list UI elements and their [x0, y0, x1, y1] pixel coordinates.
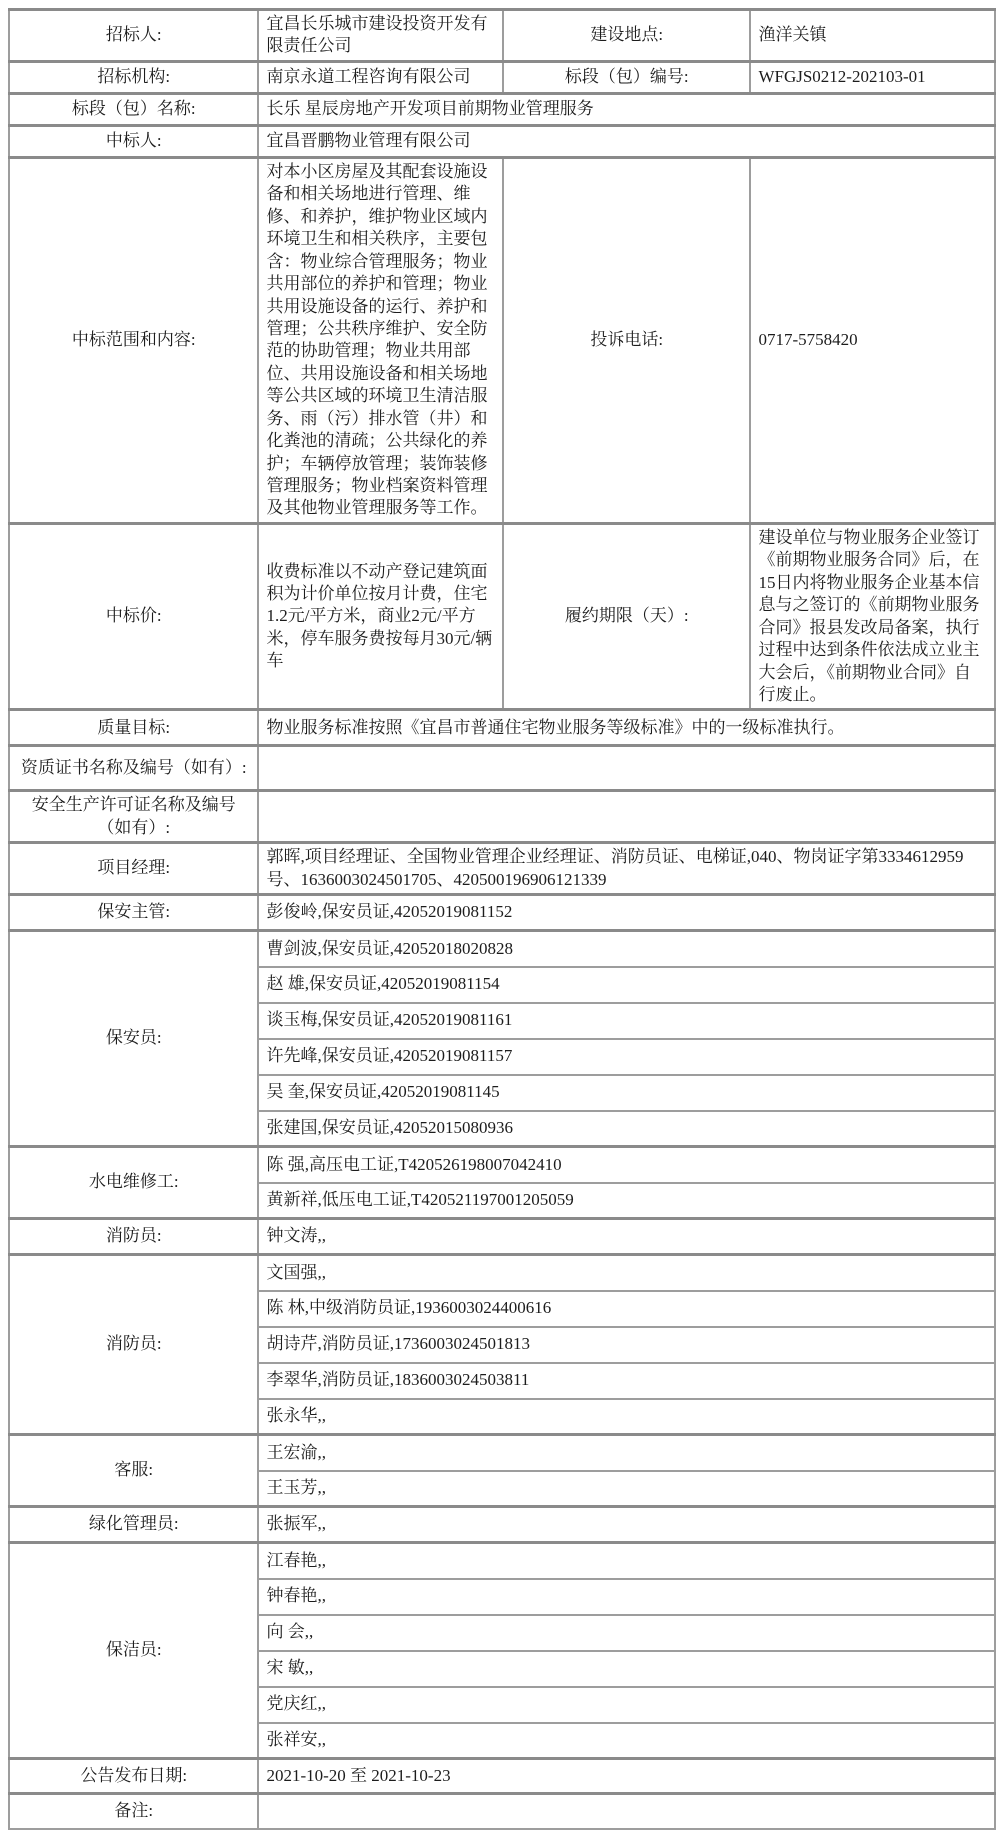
complaint-phone-label: 投诉电话: [503, 157, 750, 523]
announce-date-value: 2021-10-20 至 2021-10-23 [258, 1759, 995, 1794]
row-greening-manager [9, 1507, 995, 1543]
staff-member: 钟文涛,, [258, 1219, 995, 1255]
scope-value: 对本小区房屋及其配套设施设备和相关场地进行管理、维修、和养护，维护物业区域内环境卫生和相关秩序，主要包含：物业综合管理服务；物业共用部位的养护和管理；物业共用设施设备的运行、养护和管理；公共秩序维护、安全防范的协助管理；物业共用部位、共用设施设备和相关场地等公共区域的环境卫生清洁服务、雨（污）排水管（井）和化粪池的清疏；公共绿化的养护；车辆停放管理；装饰装修管理服务；物业档案资料管理及其他物业管理服务等工作。 [258, 157, 503, 523]
row-bidder [9, 10, 995, 62]
location-value: 渔洋关镇 [750, 10, 995, 62]
firefighter-label: 消防员: [9, 1255, 258, 1435]
staff-member: 李翠华,消防员证,1836003024503811 [258, 1363, 995, 1399]
staff-member: 陈 林,中级消防员证,1936003024400616 [258, 1291, 995, 1327]
staff-member: 吴 奎,保安员证,42052019081145 [258, 1075, 995, 1111]
quality-target-value: 物业服务标准按照《宜昌市普通住宅物业服务等级标准》中的一级标准执行。 [258, 710, 995, 746]
winner-value: 宜昌晋鹏物业管理有限公司 [258, 125, 995, 157]
qualification-cert-label: 资质证书名称及编号（如有）: [9, 746, 258, 791]
scope-label: 中标范围和内容: [9, 157, 258, 523]
row-project-manager [9, 843, 995, 895]
security-guard-label: 保安员: [9, 931, 258, 1147]
section-name-value: 长乐 星辰房地产开发项目前期物业管理服务 [258, 93, 995, 125]
staff-member: 钟春艳,, [258, 1579, 995, 1615]
remark-value [258, 1794, 995, 1829]
qualification-cert-value [258, 746, 995, 791]
row-agency [9, 61, 995, 93]
row-security-chief [9, 895, 995, 931]
staff-member: 王玉芳,, [258, 1471, 995, 1507]
agency-label: 招标机构: [9, 61, 258, 93]
row-firefighter-2 [9, 1255, 995, 1291]
remark-label: 备注: [9, 1794, 258, 1829]
staff-member: 黄新祥,低压电工证,T420521197001205059 [258, 1183, 995, 1219]
staff-member: 谈玉梅,保安员证,42052019081161 [258, 1003, 995, 1039]
row-winner [9, 125, 995, 157]
staff-member: 曹剑波,保安员证,42052018020828 [258, 931, 995, 967]
bidder-value: 宜昌长乐城市建设投资开发有限责任公司 [258, 10, 503, 62]
tender-result-table [8, 8, 996, 1830]
project-manager-value: 郭晖,项目经理证、全国物业管理企业经理证、消防员证、电梯证,040、物岗证字第3334612959号、1636003024501705、420500196906121339 [258, 843, 995, 895]
row-qualification-cert [9, 746, 995, 791]
row-safety-license [9, 791, 995, 843]
security-chief-label: 保安主管: [9, 895, 258, 931]
row-price [9, 523, 995, 710]
staff-member: 陈 强,高压电工证,T420526198007042410 [258, 1147, 995, 1183]
quality-target-label: 质量目标: [9, 710, 258, 746]
performance-period-value: 建设单位与物业服务企业签订《前期物业服务合同》后，在15日内将物业服务企业基本信息与之签订的《前期物业服务合同》报县发改局备案，执行过程中达到条件依法成立业主大会后，《前期物业合同》自行废止。 [750, 523, 995, 710]
staff-member: 胡诗芹,消防员证,1736003024501813 [258, 1327, 995, 1363]
firefighter-label: 消防员: [9, 1219, 258, 1255]
staff-member: 文国强,, [258, 1255, 995, 1291]
staff-member: 江春艳,, [258, 1543, 995, 1579]
staff-member: 向 会,, [258, 1615, 995, 1651]
section-no-label: 标段（包）编号: [503, 61, 750, 93]
bidder-label: 招标人: [9, 10, 258, 62]
greening-manager-label: 绿化管理员: [9, 1507, 258, 1543]
row-customer-service [9, 1435, 995, 1471]
customer-service-label: 客服: [9, 1435, 258, 1507]
complaint-phone-value: 0717-5758420 [750, 157, 995, 523]
section-no-value: WFGJS0212-202103-01 [750, 61, 995, 93]
performance-period-label: 履约期限（天）: [503, 523, 750, 710]
section-name-label: 标段（包）名称: [9, 93, 258, 125]
row-quality-target [9, 710, 995, 746]
project-manager-label: 项目经理: [9, 843, 258, 895]
row-scope [9, 157, 995, 523]
price-label: 中标价: [9, 523, 258, 710]
electrician-label: 水电维修工: [9, 1147, 258, 1219]
location-label: 建设地点: [503, 10, 750, 62]
staff-member: 张振军,, [258, 1507, 995, 1543]
staff-member: 王宏渝,, [258, 1435, 995, 1471]
announce-date-label: 公告发布日期: [9, 1759, 258, 1794]
row-firefighter-1 [9, 1219, 995, 1255]
staff-member: 张祥安,, [258, 1723, 995, 1759]
staff-member: 张永华,, [258, 1399, 995, 1435]
row-electrician [9, 1147, 995, 1183]
staff-member: 张建国,保安员证,42052015080936 [258, 1111, 995, 1147]
safety-license-label: 安全生产许可证名称及编号（如有）: [9, 791, 258, 843]
row-announce-date [9, 1759, 995, 1794]
cleaner-label: 保洁员: [9, 1543, 258, 1759]
staff-member: 党庆红,, [258, 1687, 995, 1723]
agency-value: 南京永道工程咨询有限公司 [258, 61, 503, 93]
staff-member: 宋 敏,, [258, 1651, 995, 1687]
winner-label: 中标人: [9, 125, 258, 157]
price-value: 收费标准以不动产登记建筑面积为计价单位按月计费，住宅1.2元/平方米，商业2元/平方米，停车服务费按每月30元/辆车 [258, 523, 503, 710]
safety-license-value [258, 791, 995, 843]
row-cleaner [9, 1543, 995, 1579]
staff-member: 赵 雄,保安员证,42052019081154 [258, 967, 995, 1003]
row-security-guard [9, 931, 995, 967]
staff-member: 许先峰,保安员证,42052019081157 [258, 1039, 995, 1075]
row-remark [9, 1794, 995, 1829]
row-section-name [9, 93, 995, 125]
security-chief-value: 彭俊岭,保安员证,42052019081152 [258, 895, 995, 931]
